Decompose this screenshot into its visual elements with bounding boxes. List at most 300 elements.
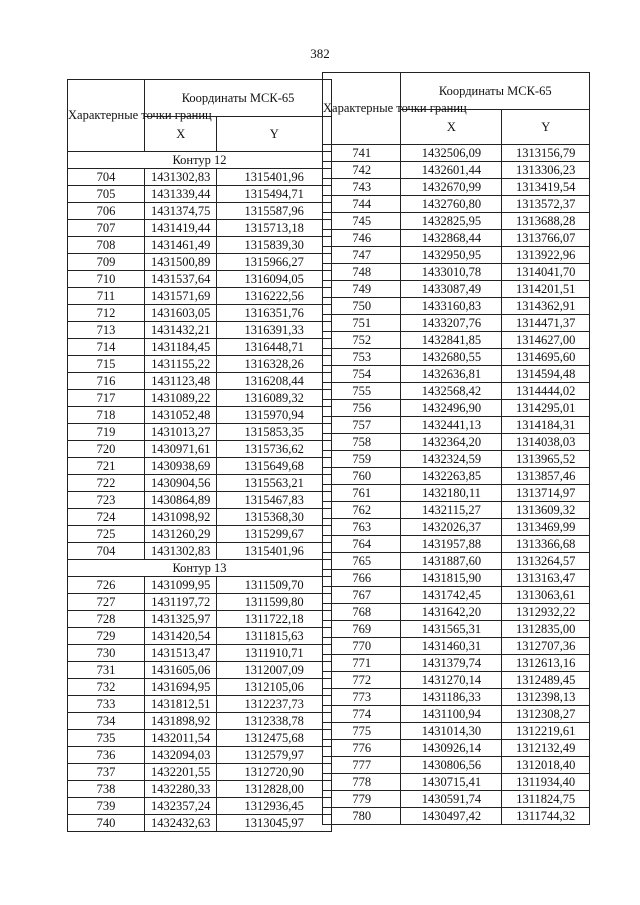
y-cell: 1313965,52 <box>502 451 590 468</box>
section-title: Контур 13 <box>68 560 332 577</box>
point-cell: 720 <box>68 441 145 458</box>
y-cell: 1313766,07 <box>502 230 590 247</box>
y-cell: 1316391,33 <box>217 322 332 339</box>
x-cell: 1431815,90 <box>401 570 502 587</box>
table-row <box>323 468 590 485</box>
y-cell: 1316448,71 <box>217 339 332 356</box>
x-cell: 1430864,89 <box>145 492 217 509</box>
y-cell: 1313572,37 <box>502 196 590 213</box>
x-cell: 1431270,14 <box>401 672 502 689</box>
x-cell: 1432115,27 <box>401 502 502 519</box>
x-cell: 1432496,90 <box>401 400 502 417</box>
y-cell: 1314295,01 <box>502 400 590 417</box>
table-row <box>323 485 590 502</box>
point-cell: 775 <box>323 723 401 740</box>
x-cell: 1431089,22 <box>145 390 217 407</box>
y-cell: 1312720,90 <box>217 764 332 781</box>
y-cell: 1312105,06 <box>217 679 332 696</box>
table-row <box>68 662 332 679</box>
y-cell: 1312828,00 <box>217 781 332 798</box>
y-cell: 1312932,22 <box>502 604 590 621</box>
y-cell: 1316094,05 <box>217 271 332 288</box>
x-cell: 1432324,59 <box>401 451 502 468</box>
y-cell: 1313306,23 <box>502 162 590 179</box>
table-row <box>323 400 590 417</box>
point-cell: 729 <box>68 628 145 645</box>
x-cell: 1432263,85 <box>401 468 502 485</box>
point-cell: 710 <box>68 271 145 288</box>
x-cell: 1432825,95 <box>401 213 502 230</box>
table-row <box>68 696 332 713</box>
y-cell: 1316222,56 <box>217 288 332 305</box>
x-cell: 1433087,49 <box>401 281 502 298</box>
x-cell: 1430497,42 <box>401 808 502 825</box>
y-cell: 1313045,97 <box>217 815 332 832</box>
x-cell: 1431013,27 <box>145 424 217 441</box>
y-cell: 1312338,78 <box>217 713 332 730</box>
x-cell: 1431052,48 <box>145 407 217 424</box>
y-cell: 1316089,32 <box>217 390 332 407</box>
table-row <box>323 366 590 383</box>
x-cell: 1432011,54 <box>145 730 217 747</box>
x-cell: 1432950,95 <box>401 247 502 264</box>
y-cell: 1313857,46 <box>502 468 590 485</box>
table-row <box>323 264 590 281</box>
point-cell: 776 <box>323 740 401 757</box>
table-row <box>68 458 332 475</box>
x-cell: 1433207,76 <box>401 315 502 332</box>
y-cell: 1311815,63 <box>217 628 332 645</box>
y-cell: 1312489,45 <box>502 672 590 689</box>
x-cell: 1431898,92 <box>145 713 217 730</box>
point-cell: 719 <box>68 424 145 441</box>
table-row <box>68 611 332 628</box>
point-cell: 750 <box>323 298 401 315</box>
header-x: X <box>145 117 217 152</box>
table-row <box>68 679 332 696</box>
x-cell: 1431742,45 <box>401 587 502 604</box>
point-cell: 761 <box>323 485 401 502</box>
table-row <box>68 288 332 305</box>
y-cell: 1315401,96 <box>217 543 332 560</box>
x-cell: 1432506,09 <box>401 145 502 162</box>
x-cell: 1431184,45 <box>145 339 217 356</box>
table-row <box>323 570 590 587</box>
point-cell: 771 <box>323 655 401 672</box>
table-row <box>68 475 332 492</box>
point-cell: 748 <box>323 264 401 281</box>
y-cell: 1312475,68 <box>217 730 332 747</box>
y-cell: 1315713,18 <box>217 220 332 237</box>
table-row <box>68 407 332 424</box>
x-cell: 1431155,22 <box>145 356 217 373</box>
y-cell: 1313609,32 <box>502 502 590 519</box>
table-row <box>323 723 590 740</box>
point-cell: 728 <box>68 611 145 628</box>
y-cell: 1313063,61 <box>502 587 590 604</box>
point-cell: 753 <box>323 349 401 366</box>
table-row <box>68 781 332 798</box>
point-cell: 778 <box>323 774 401 791</box>
table-row <box>323 774 590 791</box>
x-cell: 1432094,03 <box>145 747 217 764</box>
point-cell: 760 <box>323 468 401 485</box>
table-row <box>68 594 332 611</box>
point-cell: 740 <box>68 815 145 832</box>
x-cell: 1431571,69 <box>145 288 217 305</box>
table-row <box>323 179 590 196</box>
table-row <box>68 339 332 356</box>
table-row <box>323 587 590 604</box>
header-x: X <box>401 110 502 145</box>
y-cell: 1314201,51 <box>502 281 590 298</box>
point-cell: 712 <box>68 305 145 322</box>
point-cell: 715 <box>68 356 145 373</box>
header-points: Характерные точки границ <box>323 73 401 145</box>
section-title: Контур 12 <box>68 152 332 169</box>
y-cell: 1315467,83 <box>217 492 332 509</box>
table-row <box>68 798 332 815</box>
table-row <box>323 451 590 468</box>
point-cell: 724 <box>68 509 145 526</box>
point-cell: 743 <box>323 179 401 196</box>
x-cell: 1430926,14 <box>401 740 502 757</box>
y-cell: 1313469,99 <box>502 519 590 536</box>
point-cell: 733 <box>68 696 145 713</box>
coordinates-table-left <box>67 79 332 832</box>
point-cell: 763 <box>323 519 401 536</box>
point-cell: 769 <box>323 621 401 638</box>
table-row <box>68 254 332 271</box>
point-cell: 708 <box>68 237 145 254</box>
x-cell: 1432432,63 <box>145 815 217 832</box>
y-cell: 1314594,48 <box>502 366 590 383</box>
y-cell: 1311910,71 <box>217 645 332 662</box>
x-cell: 1432568,42 <box>401 383 502 400</box>
table-row <box>323 502 590 519</box>
x-cell: 1431500,89 <box>145 254 217 271</box>
point-cell: 762 <box>323 502 401 519</box>
x-cell: 1431099,95 <box>145 577 217 594</box>
y-cell: 1315970,94 <box>217 407 332 424</box>
x-cell: 1431197,72 <box>145 594 217 611</box>
y-cell: 1311509,70 <box>217 577 332 594</box>
y-cell: 1316351,76 <box>217 305 332 322</box>
y-cell: 1315563,21 <box>217 475 332 492</box>
y-cell: 1313419,54 <box>502 179 590 196</box>
x-cell: 1431887,60 <box>401 553 502 570</box>
point-cell: 735 <box>68 730 145 747</box>
table-row <box>323 621 590 638</box>
x-cell: 1431420,54 <box>145 628 217 645</box>
x-cell: 1430715,41 <box>401 774 502 791</box>
point-cell: 711 <box>68 288 145 305</box>
table-row <box>68 169 332 186</box>
x-cell: 1433160,83 <box>401 298 502 315</box>
table-row <box>68 203 332 220</box>
x-cell: 1431325,97 <box>145 611 217 628</box>
y-cell: 1315839,30 <box>217 237 332 254</box>
table-row <box>323 162 590 179</box>
point-cell: 734 <box>68 713 145 730</box>
y-cell: 1312398,13 <box>502 689 590 706</box>
y-cell: 1315494,71 <box>217 186 332 203</box>
x-cell: 1431186,33 <box>401 689 502 706</box>
x-cell: 1430938,69 <box>145 458 217 475</box>
y-cell: 1312579,97 <box>217 747 332 764</box>
table-row <box>323 553 590 570</box>
table-row <box>323 604 590 621</box>
x-cell: 1431461,49 <box>145 237 217 254</box>
table-row <box>68 713 332 730</box>
y-cell: 1311824,75 <box>502 791 590 808</box>
point-cell: 749 <box>323 281 401 298</box>
x-cell: 1432280,33 <box>145 781 217 798</box>
y-cell: 1314362,91 <box>502 298 590 315</box>
point-cell: 707 <box>68 220 145 237</box>
point-cell: 767 <box>323 587 401 604</box>
x-cell: 1431260,29 <box>145 526 217 543</box>
point-cell: 751 <box>323 315 401 332</box>
x-cell: 1432201,55 <box>145 764 217 781</box>
y-cell: 1315649,68 <box>217 458 332 475</box>
x-cell: 1432364,20 <box>401 434 502 451</box>
y-cell: 1315966,27 <box>217 254 332 271</box>
table-row <box>68 628 332 645</box>
table-row <box>323 383 590 400</box>
x-cell: 1432868,44 <box>401 230 502 247</box>
point-cell: 759 <box>323 451 401 468</box>
table-row <box>68 645 332 662</box>
point-cell: 721 <box>68 458 145 475</box>
y-cell: 1314695,60 <box>502 349 590 366</box>
x-cell: 1431339,44 <box>145 186 217 203</box>
y-cell: 1313688,28 <box>502 213 590 230</box>
point-cell: 747 <box>323 247 401 264</box>
point-cell: 757 <box>323 417 401 434</box>
table-row <box>323 791 590 808</box>
x-cell: 1432760,80 <box>401 196 502 213</box>
y-cell: 1313366,68 <box>502 536 590 553</box>
table-row <box>68 577 332 594</box>
point-cell: 754 <box>323 366 401 383</box>
x-cell: 1432357,24 <box>145 798 217 815</box>
point-cell: 716 <box>68 373 145 390</box>
point-cell: 725 <box>68 526 145 543</box>
point-cell: 780 <box>323 808 401 825</box>
point-cell: 713 <box>68 322 145 339</box>
point-cell: 718 <box>68 407 145 424</box>
point-cell: 773 <box>323 689 401 706</box>
point-cell: 730 <box>68 645 145 662</box>
point-cell: 764 <box>323 536 401 553</box>
point-cell: 723 <box>68 492 145 509</box>
point-cell: 756 <box>323 400 401 417</box>
point-cell: 736 <box>68 747 145 764</box>
x-cell: 1432601,44 <box>401 162 502 179</box>
y-cell: 1313163,47 <box>502 570 590 587</box>
y-cell: 1315736,62 <box>217 441 332 458</box>
table-row <box>323 434 590 451</box>
table-row <box>323 689 590 706</box>
point-cell: 732 <box>68 679 145 696</box>
table-row <box>68 220 332 237</box>
y-cell: 1314627,00 <box>502 332 590 349</box>
x-cell: 1431460,31 <box>401 638 502 655</box>
table-row <box>323 519 590 536</box>
y-cell: 1315299,67 <box>217 526 332 543</box>
x-cell: 1432670,99 <box>401 179 502 196</box>
y-cell: 1314041,70 <box>502 264 590 281</box>
y-cell: 1315368,30 <box>217 509 332 526</box>
table-row <box>68 271 332 288</box>
table-row <box>68 441 332 458</box>
table-row <box>68 543 332 560</box>
x-cell: 1430904,56 <box>145 475 217 492</box>
x-cell: 1431379,74 <box>401 655 502 672</box>
table-row <box>68 305 332 322</box>
point-cell: 765 <box>323 553 401 570</box>
point-cell: 758 <box>323 434 401 451</box>
y-cell: 1315853,35 <box>217 424 332 441</box>
y-cell: 1312007,09 <box>217 662 332 679</box>
x-cell: 1432026,37 <box>401 519 502 536</box>
point-cell: 714 <box>68 339 145 356</box>
point-cell: 741 <box>323 145 401 162</box>
section-row <box>68 152 332 169</box>
table-row <box>68 373 332 390</box>
header-y: Y <box>502 110 590 145</box>
table-row <box>323 740 590 757</box>
table-row <box>68 390 332 407</box>
x-cell: 1432441,13 <box>401 417 502 434</box>
point-cell: 777 <box>323 757 401 774</box>
point-cell: 738 <box>68 781 145 798</box>
table-row <box>323 298 590 315</box>
table-row <box>323 230 590 247</box>
x-cell: 1431432,21 <box>145 322 217 339</box>
table-row <box>323 417 590 434</box>
y-cell: 1311599,80 <box>217 594 332 611</box>
table-row <box>68 356 332 373</box>
x-cell: 1431812,51 <box>145 696 217 713</box>
point-cell: 717 <box>68 390 145 407</box>
table-row <box>68 509 332 526</box>
table-row <box>68 747 332 764</box>
x-cell: 1431565,31 <box>401 621 502 638</box>
table-row <box>68 424 332 441</box>
point-cell: 766 <box>323 570 401 587</box>
y-cell: 1312237,73 <box>217 696 332 713</box>
table-row <box>323 349 590 366</box>
table-row <box>323 536 590 553</box>
table-row <box>68 237 332 254</box>
table-row <box>323 706 590 723</box>
point-cell: 770 <box>323 638 401 655</box>
x-cell: 1431605,06 <box>145 662 217 679</box>
x-cell: 1432180,11 <box>401 485 502 502</box>
table-row <box>68 730 332 747</box>
table-row <box>68 322 332 339</box>
x-cell: 1430971,61 <box>145 441 217 458</box>
point-cell: 755 <box>323 383 401 400</box>
table-row <box>323 247 590 264</box>
x-cell: 1431014,30 <box>401 723 502 740</box>
point-cell: 731 <box>68 662 145 679</box>
x-cell: 1431123,48 <box>145 373 217 390</box>
table-row <box>68 492 332 509</box>
y-cell: 1313714,97 <box>502 485 590 502</box>
y-cell: 1311722,18 <box>217 611 332 628</box>
table-row <box>68 815 332 832</box>
point-cell: 742 <box>323 162 401 179</box>
point-cell: 737 <box>68 764 145 781</box>
point-cell: 704 <box>68 543 145 560</box>
x-cell: 1430591,74 <box>401 791 502 808</box>
y-cell: 1313156,79 <box>502 145 590 162</box>
x-cell: 1431302,83 <box>145 543 217 560</box>
x-cell: 1431603,05 <box>145 305 217 322</box>
table-row <box>323 315 590 332</box>
y-cell: 1313922,96 <box>502 247 590 264</box>
table-row <box>323 213 590 230</box>
x-cell: 1431302,83 <box>145 169 217 186</box>
x-cell: 1433010,78 <box>401 264 502 281</box>
y-cell: 1312613,16 <box>502 655 590 672</box>
table-row <box>323 281 590 298</box>
y-cell: 1314038,03 <box>502 434 590 451</box>
y-cell: 1316328,26 <box>217 356 332 373</box>
table-row <box>323 638 590 655</box>
x-cell: 1431694,95 <box>145 679 217 696</box>
point-cell: 745 <box>323 213 401 230</box>
y-cell: 1314184,31 <box>502 417 590 434</box>
header-points: Характерные точки границ <box>68 80 145 152</box>
point-cell: 768 <box>323 604 401 621</box>
y-cell: 1312219,61 <box>502 723 590 740</box>
x-cell: 1431419,44 <box>145 220 217 237</box>
y-cell: 1312835,00 <box>502 621 590 638</box>
x-cell: 1431098,92 <box>145 509 217 526</box>
point-cell: 744 <box>323 196 401 213</box>
point-cell: 706 <box>68 203 145 220</box>
header-y: Y <box>217 117 332 152</box>
point-cell: 774 <box>323 706 401 723</box>
table-row <box>323 672 590 689</box>
y-cell: 1315401,96 <box>217 169 332 186</box>
point-cell: 705 <box>68 186 145 203</box>
point-cell: 752 <box>323 332 401 349</box>
table-row <box>323 808 590 825</box>
y-cell: 1312132,49 <box>502 740 590 757</box>
point-cell: 726 <box>68 577 145 594</box>
point-cell: 709 <box>68 254 145 271</box>
point-cell: 727 <box>68 594 145 611</box>
y-cell: 1313264,57 <box>502 553 590 570</box>
y-cell: 1312018,40 <box>502 757 590 774</box>
point-cell: 704 <box>68 169 145 186</box>
x-cell: 1430806,56 <box>401 757 502 774</box>
table-row <box>323 655 590 672</box>
y-cell: 1312308,27 <box>502 706 590 723</box>
point-cell: 779 <box>323 791 401 808</box>
y-cell: 1312707,36 <box>502 638 590 655</box>
x-cell: 1432636,81 <box>401 366 502 383</box>
point-cell: 722 <box>68 475 145 492</box>
table-row <box>323 145 590 162</box>
table-row <box>323 196 590 213</box>
y-cell: 1311934,40 <box>502 774 590 791</box>
